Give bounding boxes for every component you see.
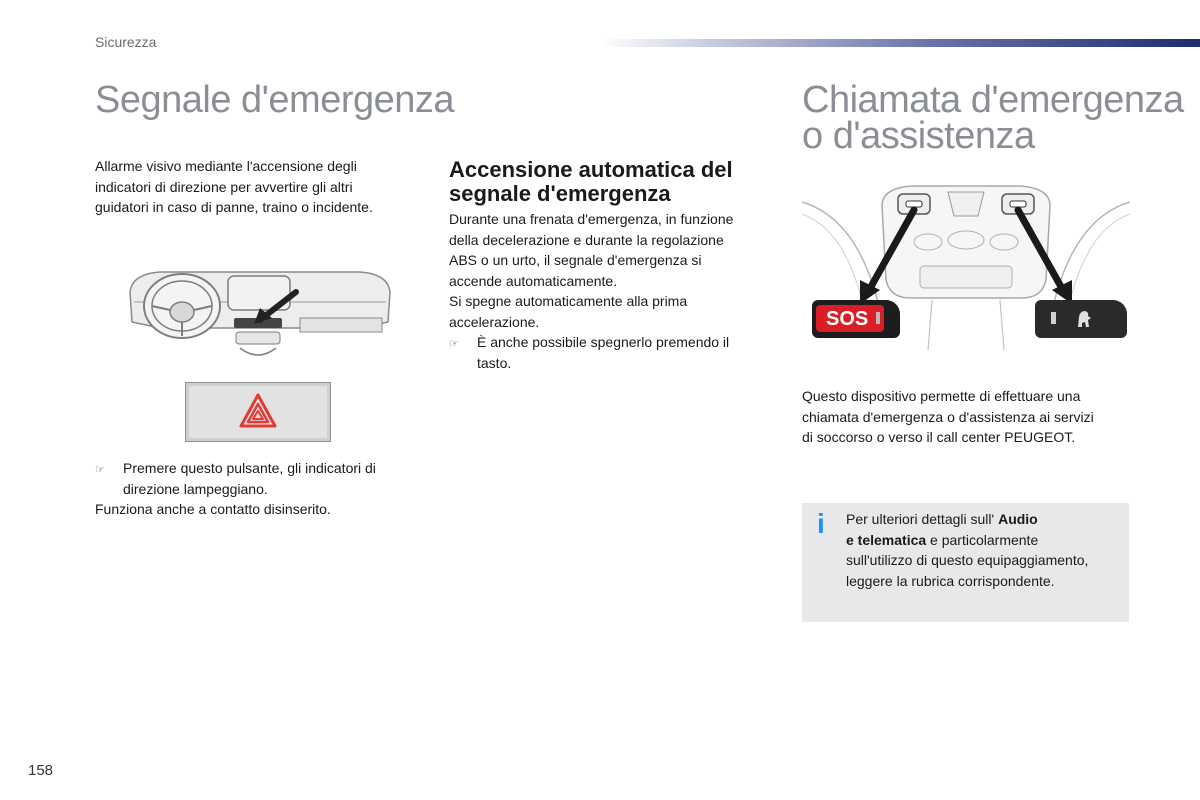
assistance-button-image: [1035, 300, 1127, 338]
info-line: leggere la rubrica corrispondente.: [846, 572, 1055, 589]
info-icon: i: [817, 508, 825, 539]
section-label: Sicurezza: [95, 34, 157, 50]
auto-activation-heading: [449, 158, 779, 206]
info-bold-run: e telematica: [846, 531, 927, 548]
info-box: [802, 503, 1129, 622]
header-gradient-bar: [600, 39, 1200, 47]
para-line: accelerazione.: [449, 313, 540, 330]
info-text-run: e particolarmente: [926, 531, 1039, 548]
heading-line: Accensione automatica del: [449, 157, 733, 182]
page-title-hazard: Segnale d'emergenza: [95, 79, 455, 121]
intro-line: Allarme visivo mediante l'accensione degli: [95, 158, 357, 174]
sos-button-image: [812, 300, 900, 338]
intro-line: indicatori di direzione per avvertire gli altri: [95, 178, 353, 195]
sos-label: SOS: [826, 308, 869, 330]
heading-line: segnale d'emergenza: [449, 181, 671, 206]
para-line: Durante una frenata d'emergenza, in funzione: [449, 211, 734, 227]
bullet-line: tasto.: [477, 354, 512, 371]
bullet-line: direzione lampeggiano.: [123, 480, 268, 497]
hazard-footer-note: Funziona anche a contatto disinserito.: [95, 501, 331, 517]
auto-activation-text: [449, 209, 779, 373]
bullet-line: Premere questo pulsante, gli indicatori di: [123, 460, 376, 476]
page-number: 158: [28, 762, 54, 779]
info-text-run: Per ulteriori dettagli sull': [846, 511, 999, 527]
intro-line: guidatori in caso di panne, traino o incidente.: [95, 199, 373, 215]
info-line: sull'utilizzo di questo equipaggiamento,: [846, 552, 1089, 568]
info-bold-run: Audio: [998, 511, 1038, 527]
para-line: Si spegne automaticamente alla prima: [449, 293, 688, 309]
para-line: ABS o un urto, il segnale d'emergenza si: [449, 252, 702, 268]
info-line: [846, 530, 1124, 551]
pointing-hand-icon: ☞: [449, 338, 459, 350]
hazard-instructions: [95, 458, 415, 520]
para-line: Questo dispositivo permette di effettuare una: [802, 388, 1081, 404]
page-title-emergency-call: [802, 79, 1184, 157]
hazard-triangle-icon: [238, 392, 278, 430]
para-line: chiamata d'emergenza o d'assistenza ai servizi: [802, 408, 1094, 425]
info-line: [846, 509, 1124, 530]
peugeot-lion-icon: [1071, 307, 1095, 331]
dashboard-illustration: [120, 262, 400, 370]
hazard-button-image: [185, 382, 331, 442]
title-line: Chiamata d'emergenza: [802, 79, 1184, 121]
para-line: della decelerazione e durante la regolazione: [449, 231, 724, 248]
hazard-intro: [95, 156, 415, 218]
title-line: o d'assistenza: [802, 115, 1035, 157]
emergency-call-text: [802, 386, 1132, 448]
sos-indicator-led: [876, 312, 880, 324]
assistance-indicator-led: [1051, 312, 1056, 324]
info-text: [846, 509, 1124, 591]
para-line: accende automaticamente.: [449, 272, 618, 289]
pointing-hand-icon: ☞: [95, 464, 105, 476]
para-line: di soccorso o verso il call center PEUGEOT.: [802, 429, 1076, 445]
bullet-line: È anche possibile spegnerlo premendo il: [477, 334, 730, 350]
